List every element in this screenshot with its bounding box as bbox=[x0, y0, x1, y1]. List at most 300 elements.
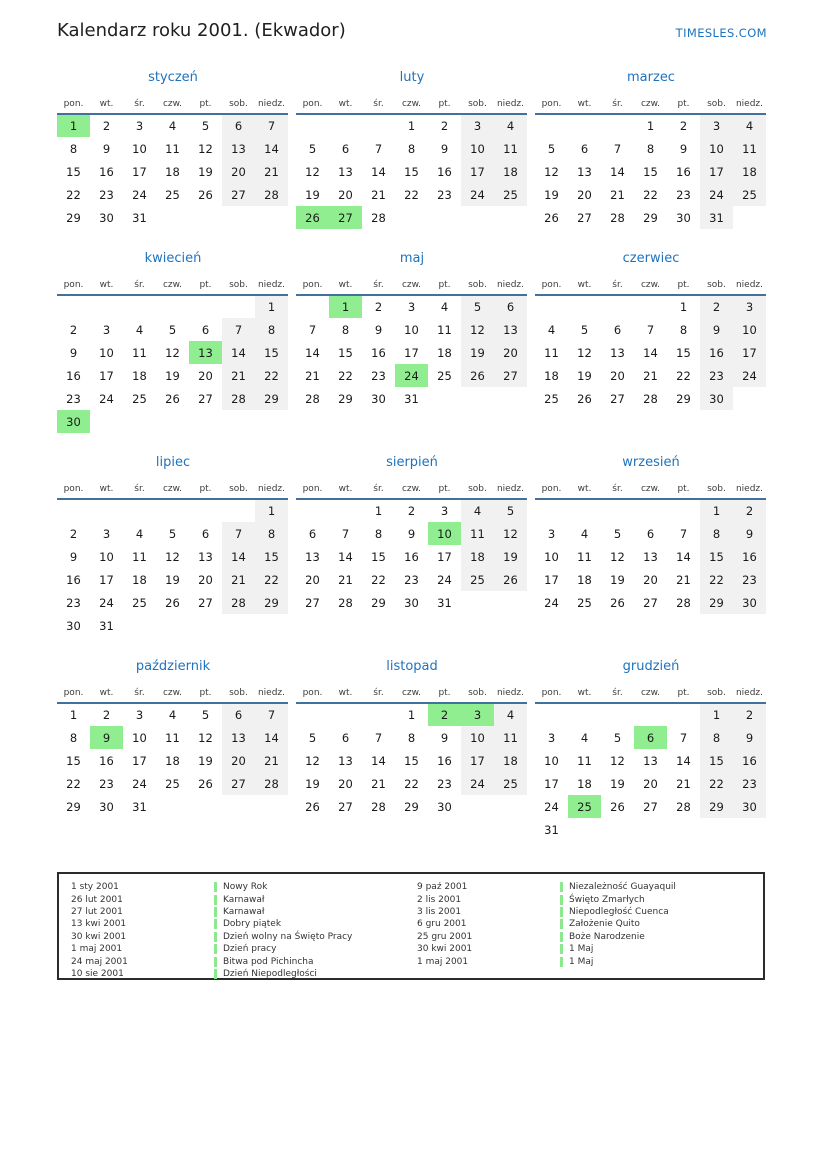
day-header-cell: wt. bbox=[568, 275, 601, 295]
legend-row bbox=[417, 906, 763, 918]
day-header-cell: pt. bbox=[667, 479, 700, 499]
day-cell: 26 bbox=[296, 206, 329, 229]
day-cell: 13 bbox=[610, 345, 625, 360]
day-cell: 7 bbox=[679, 730, 688, 745]
day-cell: 10 bbox=[404, 322, 419, 337]
day-cell: 15 bbox=[66, 164, 81, 179]
day-header-cell: pon. bbox=[296, 94, 329, 114]
day-cell: 10 bbox=[99, 549, 114, 564]
day-header-cell: śr. bbox=[601, 683, 634, 703]
day-header-cell: pt. bbox=[428, 94, 461, 114]
day-cell: 4 bbox=[494, 114, 527, 137]
day-cell: 21 bbox=[255, 749, 288, 772]
day-cell: 26 bbox=[610, 595, 625, 610]
day-cell: 27 bbox=[222, 183, 255, 206]
day-header-cell: niedz. bbox=[494, 683, 527, 703]
day-header-cell: sob. bbox=[700, 275, 733, 295]
day-cell: 22 bbox=[255, 568, 288, 591]
day-header-cell: niedz. bbox=[733, 275, 766, 295]
day-cell: 29 bbox=[404, 799, 419, 814]
day-cell: 28 bbox=[305, 391, 320, 406]
day-cell: 16 bbox=[66, 368, 81, 383]
day-cell: 24 bbox=[733, 364, 766, 387]
day-cell: 24 bbox=[461, 183, 494, 206]
day-cell: 21 bbox=[371, 776, 386, 791]
day-header-cell: niedz. bbox=[255, 94, 288, 114]
day-cell: 21 bbox=[643, 368, 658, 383]
day-cell: 20 bbox=[643, 572, 658, 587]
day-cell: 12 bbox=[165, 345, 180, 360]
site-link[interactable]: TIMESLES.COM bbox=[675, 26, 767, 40]
legend-date: 30 kwi 2001 bbox=[417, 944, 473, 955]
day-cell: 29 bbox=[700, 795, 733, 818]
day-cell bbox=[634, 499, 667, 522]
day-cell bbox=[494, 206, 527, 229]
day-header-cell: sob. bbox=[700, 479, 733, 499]
day-cell bbox=[667, 703, 700, 726]
day-cell: 21 bbox=[305, 368, 320, 383]
day-cell: 13 bbox=[222, 726, 255, 749]
day-cell bbox=[568, 114, 601, 137]
day-cell: 24 bbox=[544, 799, 559, 814]
day-cell: 7 bbox=[374, 141, 383, 156]
day-cell: 5 bbox=[494, 499, 527, 522]
day-cell: 9 bbox=[69, 345, 78, 360]
day-cell: 12 bbox=[494, 522, 527, 545]
holiday-marker-icon bbox=[214, 944, 217, 954]
day-cell: 20 bbox=[610, 368, 625, 383]
day-header-cell: czw. bbox=[156, 94, 189, 114]
day-cell: 28 bbox=[371, 799, 386, 814]
day-cell: 3 bbox=[733, 295, 766, 318]
day-cell: 15 bbox=[404, 753, 419, 768]
day-cell: 24 bbox=[132, 776, 147, 791]
day-cell: 29 bbox=[255, 591, 288, 614]
day-cell: 19 bbox=[305, 187, 320, 202]
day-cell bbox=[362, 114, 395, 137]
day-header-cell: pt. bbox=[428, 683, 461, 703]
day-header-cell: niedz. bbox=[494, 479, 527, 499]
legend-row bbox=[417, 893, 763, 905]
day-cell: 17 bbox=[132, 164, 147, 179]
day-cell bbox=[733, 818, 766, 841]
day-cell bbox=[296, 295, 329, 318]
legend-date: 3 lis 2001 bbox=[417, 906, 462, 917]
day-header-cell: śr. bbox=[362, 479, 395, 499]
day-cell: 5 bbox=[613, 730, 622, 745]
day-cell: 16 bbox=[66, 572, 81, 587]
day-cell: 28 bbox=[255, 183, 288, 206]
day-cell: 23 bbox=[676, 187, 691, 202]
day-cell: 24 bbox=[461, 772, 494, 795]
day-header-cell: czw. bbox=[395, 479, 428, 499]
day-cell: 3 bbox=[407, 300, 416, 314]
day-cell: 25 bbox=[165, 776, 180, 791]
day-cell: 14 bbox=[222, 341, 255, 364]
day-cell bbox=[255, 795, 288, 818]
day-header-cell: śr. bbox=[362, 275, 395, 295]
day-cell: 1 bbox=[700, 499, 733, 522]
day-header-cell: pt. bbox=[667, 275, 700, 295]
day-header-cell: niedz. bbox=[733, 683, 766, 703]
day-cell: 28 bbox=[610, 210, 625, 225]
day-cell: 27 bbox=[305, 595, 320, 610]
day-header-cell: wt. bbox=[568, 479, 601, 499]
day-cell: 16 bbox=[437, 753, 452, 768]
legend-holiday-name: Dzień pracy bbox=[223, 944, 277, 955]
day-cell: 5 bbox=[201, 119, 210, 133]
day-cell: 25 bbox=[165, 187, 180, 202]
day-cell bbox=[296, 114, 329, 137]
day-cell: 3 bbox=[461, 114, 494, 137]
legend-holiday-name: Założenie Quito bbox=[569, 919, 640, 930]
day-cell: 29 bbox=[338, 391, 353, 406]
day-cell: 8 bbox=[646, 141, 655, 156]
legend-row bbox=[71, 906, 417, 918]
day-cell bbox=[634, 295, 667, 318]
day-cell: 18 bbox=[577, 572, 592, 587]
day-cell: 26 bbox=[610, 799, 625, 814]
day-cell: 12 bbox=[610, 549, 625, 564]
day-cell: 18 bbox=[577, 776, 592, 791]
day-cell bbox=[189, 499, 222, 522]
day-cell: 6 bbox=[222, 703, 255, 726]
legend-date: 26 lut 2001 bbox=[71, 894, 123, 905]
day-cell: 20 bbox=[338, 187, 353, 202]
day-cell: 19 bbox=[198, 164, 213, 179]
legend-holiday-name: Niepodległość Cuenca bbox=[569, 906, 669, 917]
day-cell: 4 bbox=[168, 119, 177, 133]
legend-row bbox=[417, 918, 763, 930]
day-header-cell: niedz. bbox=[733, 94, 766, 114]
day-cell: 27 bbox=[643, 595, 658, 610]
day-cell: 15 bbox=[700, 749, 733, 772]
day-header-cell: pon. bbox=[535, 275, 568, 295]
day-cell: 28 bbox=[371, 210, 386, 225]
day-cell: 4 bbox=[733, 114, 766, 137]
day-cell: 24 bbox=[437, 572, 452, 587]
day-cell bbox=[156, 614, 189, 637]
day-cell: 31 bbox=[132, 210, 147, 225]
day-cell: 7 bbox=[613, 141, 622, 156]
day-cell: 7 bbox=[308, 322, 317, 337]
day-cell: 3 bbox=[547, 526, 556, 541]
day-cell: 23 bbox=[700, 364, 733, 387]
day-cell bbox=[329, 703, 362, 726]
day-cell: 18 bbox=[165, 753, 180, 768]
day-cell bbox=[362, 703, 395, 726]
day-cell: 7 bbox=[222, 318, 255, 341]
day-cell: 22 bbox=[700, 568, 733, 591]
day-cell: 15 bbox=[66, 753, 81, 768]
day-cell: 1 bbox=[407, 708, 416, 722]
day-cell: 29 bbox=[700, 591, 733, 614]
day-cell: 6 bbox=[580, 141, 589, 156]
day-cell: 24 bbox=[132, 187, 147, 202]
day-cell: 6 bbox=[634, 726, 667, 749]
month-block bbox=[57, 251, 289, 433]
day-cell: 1 bbox=[329, 295, 362, 318]
month-block bbox=[535, 251, 767, 410]
day-cell: 21 bbox=[676, 776, 691, 791]
day-cell: 12 bbox=[305, 753, 320, 768]
day-cell: 30 bbox=[57, 410, 90, 433]
day-cell bbox=[222, 614, 255, 637]
day-cell bbox=[57, 499, 90, 522]
day-cell: 8 bbox=[255, 318, 288, 341]
day-cell bbox=[601, 114, 634, 137]
day-cell: 7 bbox=[255, 703, 288, 726]
day-cell: 27 bbox=[643, 799, 658, 814]
day-header-cell: wt. bbox=[90, 683, 123, 703]
day-cell: 2 bbox=[407, 504, 416, 518]
day-cell: 1 bbox=[679, 300, 688, 314]
day-cell: 19 bbox=[577, 368, 592, 383]
day-cell: 9 bbox=[69, 549, 78, 564]
day-cell: 17 bbox=[733, 341, 766, 364]
day-cell: 26 bbox=[577, 391, 592, 406]
day-cell: 9 bbox=[440, 141, 449, 156]
day-cell: 5 bbox=[461, 295, 494, 318]
day-cell: 25 bbox=[568, 795, 601, 818]
day-cell: 16 bbox=[404, 549, 419, 564]
day-cell: 12 bbox=[198, 730, 213, 745]
day-cell bbox=[123, 614, 156, 637]
day-cell: 8 bbox=[407, 730, 416, 745]
day-cell: 25 bbox=[132, 595, 147, 610]
day-header-cell: czw. bbox=[634, 275, 667, 295]
day-cell: 30 bbox=[66, 618, 81, 633]
day-header-cell: sob. bbox=[461, 683, 494, 703]
month-title: styczeń bbox=[148, 70, 198, 85]
day-cell bbox=[634, 818, 667, 841]
day-cell: 4 bbox=[135, 322, 144, 337]
day-cell bbox=[667, 499, 700, 522]
day-header-cell: czw. bbox=[634, 479, 667, 499]
day-cell: 10 bbox=[544, 753, 559, 768]
day-cell: 7 bbox=[222, 522, 255, 545]
day-header-cell: pon. bbox=[57, 94, 90, 114]
month-title: czerwiec bbox=[622, 251, 680, 266]
legend-box bbox=[57, 872, 765, 980]
day-header-cell: czw. bbox=[156, 683, 189, 703]
day-cell bbox=[255, 206, 288, 229]
day-cell: 9 bbox=[733, 522, 766, 545]
day-header-cell: niedz. bbox=[494, 275, 527, 295]
day-cell: 28 bbox=[676, 595, 691, 610]
day-header-cell: śr. bbox=[601, 479, 634, 499]
day-cell bbox=[222, 295, 255, 318]
day-cell: 12 bbox=[544, 164, 559, 179]
day-cell: 25 bbox=[494, 183, 527, 206]
day-header-cell: wt. bbox=[329, 94, 362, 114]
day-cell: 15 bbox=[643, 164, 658, 179]
day-cell: 11 bbox=[577, 753, 592, 768]
day-cell: 24 bbox=[99, 391, 114, 406]
day-cell: 6 bbox=[613, 322, 622, 337]
month-block bbox=[296, 251, 528, 410]
day-cell: 11 bbox=[461, 522, 494, 545]
day-cell: 26 bbox=[544, 210, 559, 225]
day-cell bbox=[461, 387, 494, 410]
day-cell: 14 bbox=[305, 345, 320, 360]
day-cell bbox=[568, 703, 601, 726]
day-cell: 11 bbox=[132, 345, 147, 360]
month-block bbox=[296, 659, 528, 818]
day-cell bbox=[634, 703, 667, 726]
legend-date: 1 maj 2001 bbox=[417, 956, 469, 967]
day-header-cell: pon. bbox=[57, 683, 90, 703]
day-cell: 17 bbox=[461, 160, 494, 183]
day-header-cell: pon. bbox=[535, 479, 568, 499]
day-cell: 3 bbox=[700, 114, 733, 137]
day-header-cell: śr. bbox=[362, 683, 395, 703]
day-cell: 19 bbox=[494, 545, 527, 568]
day-cell: 10 bbox=[132, 141, 147, 156]
day-cell: 1 bbox=[69, 708, 78, 722]
day-cell: 28 bbox=[222, 591, 255, 614]
day-cell: 25 bbox=[544, 391, 559, 406]
day-cell: 6 bbox=[341, 730, 350, 745]
day-cell bbox=[461, 206, 494, 229]
day-cell: 16 bbox=[733, 545, 766, 568]
day-cell: 23 bbox=[99, 776, 114, 791]
legend-holiday-name: Boże Narodzenie bbox=[569, 931, 645, 942]
day-cell: 1 bbox=[57, 114, 90, 137]
day-cell: 15 bbox=[404, 164, 419, 179]
day-cell: 30 bbox=[99, 210, 114, 225]
day-cell: 9 bbox=[90, 726, 123, 749]
day-cell bbox=[57, 295, 90, 318]
day-cell: 2 bbox=[679, 119, 688, 133]
day-cell: 15 bbox=[255, 545, 288, 568]
day-cell: 18 bbox=[132, 572, 147, 587]
day-cell: 2 bbox=[700, 295, 733, 318]
legend-holiday-name: 1 Maj bbox=[569, 944, 594, 955]
day-cell: 17 bbox=[99, 368, 114, 383]
day-cell: 30 bbox=[99, 799, 114, 814]
day-cell: 27 bbox=[610, 391, 625, 406]
day-cell: 14 bbox=[676, 753, 691, 768]
day-cell: 20 bbox=[198, 572, 213, 587]
day-cell bbox=[535, 499, 568, 522]
holiday-marker-icon bbox=[560, 919, 563, 929]
day-cell: 26 bbox=[198, 776, 213, 791]
day-cell bbox=[535, 295, 568, 318]
day-header-cell: pon. bbox=[57, 479, 90, 499]
holiday-marker-icon bbox=[560, 957, 563, 967]
day-cell: 22 bbox=[66, 187, 81, 202]
legend-row bbox=[417, 931, 763, 943]
day-cell: 20 bbox=[338, 776, 353, 791]
day-cell: 17 bbox=[544, 776, 559, 791]
day-cell bbox=[255, 614, 288, 637]
day-header-cell: czw. bbox=[395, 94, 428, 114]
day-cell bbox=[222, 499, 255, 522]
day-cell: 16 bbox=[676, 164, 691, 179]
day-header-cell: śr. bbox=[123, 275, 156, 295]
day-cell: 12 bbox=[305, 164, 320, 179]
day-cell bbox=[189, 614, 222, 637]
day-cell: 23 bbox=[437, 776, 452, 791]
day-cell: 3 bbox=[135, 119, 144, 133]
day-cell: 6 bbox=[201, 322, 210, 337]
day-cell: 20 bbox=[305, 572, 320, 587]
day-cell: 25 bbox=[494, 772, 527, 795]
holiday-marker-icon bbox=[214, 957, 217, 967]
legend-date: 1 sty 2001 bbox=[71, 882, 119, 893]
month-title: listopad bbox=[386, 659, 438, 674]
day-cell: 14 bbox=[643, 345, 658, 360]
day-cell: 13 bbox=[305, 549, 320, 564]
day-cell: 30 bbox=[733, 795, 766, 818]
day-cell bbox=[90, 295, 123, 318]
day-cell: 17 bbox=[99, 572, 114, 587]
day-header-cell: pt. bbox=[428, 275, 461, 295]
day-cell bbox=[494, 387, 527, 410]
day-cell: 1 bbox=[700, 703, 733, 726]
legend-holiday-name: Karnawał bbox=[223, 894, 265, 905]
day-cell: 2 bbox=[428, 703, 461, 726]
day-cell bbox=[189, 206, 222, 229]
day-cell: 9 bbox=[733, 726, 766, 749]
day-cell: 10 bbox=[99, 345, 114, 360]
day-header-cell: sob. bbox=[222, 683, 255, 703]
legend-holiday-name: Dzień wolny na Święto Pracy bbox=[223, 931, 353, 942]
day-header-cell: pt. bbox=[189, 479, 222, 499]
day-header-cell: niedz. bbox=[255, 479, 288, 499]
day-cell: 5 bbox=[168, 526, 177, 541]
day-cell: 20 bbox=[494, 341, 527, 364]
day-cell: 5 bbox=[580, 322, 589, 337]
day-cell: 3 bbox=[135, 708, 144, 722]
day-cell: 29 bbox=[643, 210, 658, 225]
day-cell: 3 bbox=[440, 504, 449, 518]
holiday-marker-icon bbox=[214, 882, 217, 892]
day-cell bbox=[494, 591, 527, 614]
day-cell: 29 bbox=[66, 799, 81, 814]
day-cell: 26 bbox=[165, 391, 180, 406]
day-cell: 8 bbox=[255, 522, 288, 545]
month-title: październik bbox=[135, 659, 211, 674]
day-cell: 7 bbox=[646, 322, 655, 337]
day-cell: 15 bbox=[676, 345, 691, 360]
day-cell: 8 bbox=[700, 726, 733, 749]
day-cell: 27 bbox=[222, 772, 255, 795]
day-cell: 6 bbox=[201, 526, 210, 541]
month-title: grudzień bbox=[622, 659, 680, 674]
day-cell: 30 bbox=[371, 391, 386, 406]
day-cell: 20 bbox=[643, 776, 658, 791]
day-cell: 11 bbox=[165, 141, 180, 156]
day-cell: 21 bbox=[338, 572, 353, 587]
day-cell: 11 bbox=[132, 549, 147, 564]
day-header-cell: pon. bbox=[296, 479, 329, 499]
day-header-cell: pt. bbox=[428, 479, 461, 499]
day-cell: 26 bbox=[461, 364, 494, 387]
day-cell: 20 bbox=[198, 368, 213, 383]
day-cell: 14 bbox=[222, 545, 255, 568]
day-cell: 25 bbox=[577, 595, 592, 610]
day-cell: 2 bbox=[440, 119, 449, 133]
day-cell: 10 bbox=[733, 318, 766, 341]
day-cell: 22 bbox=[404, 187, 419, 202]
day-cell bbox=[156, 499, 189, 522]
day-cell: 4 bbox=[461, 499, 494, 522]
month-block bbox=[57, 455, 289, 637]
day-cell: 16 bbox=[700, 341, 733, 364]
day-cell: 18 bbox=[165, 164, 180, 179]
